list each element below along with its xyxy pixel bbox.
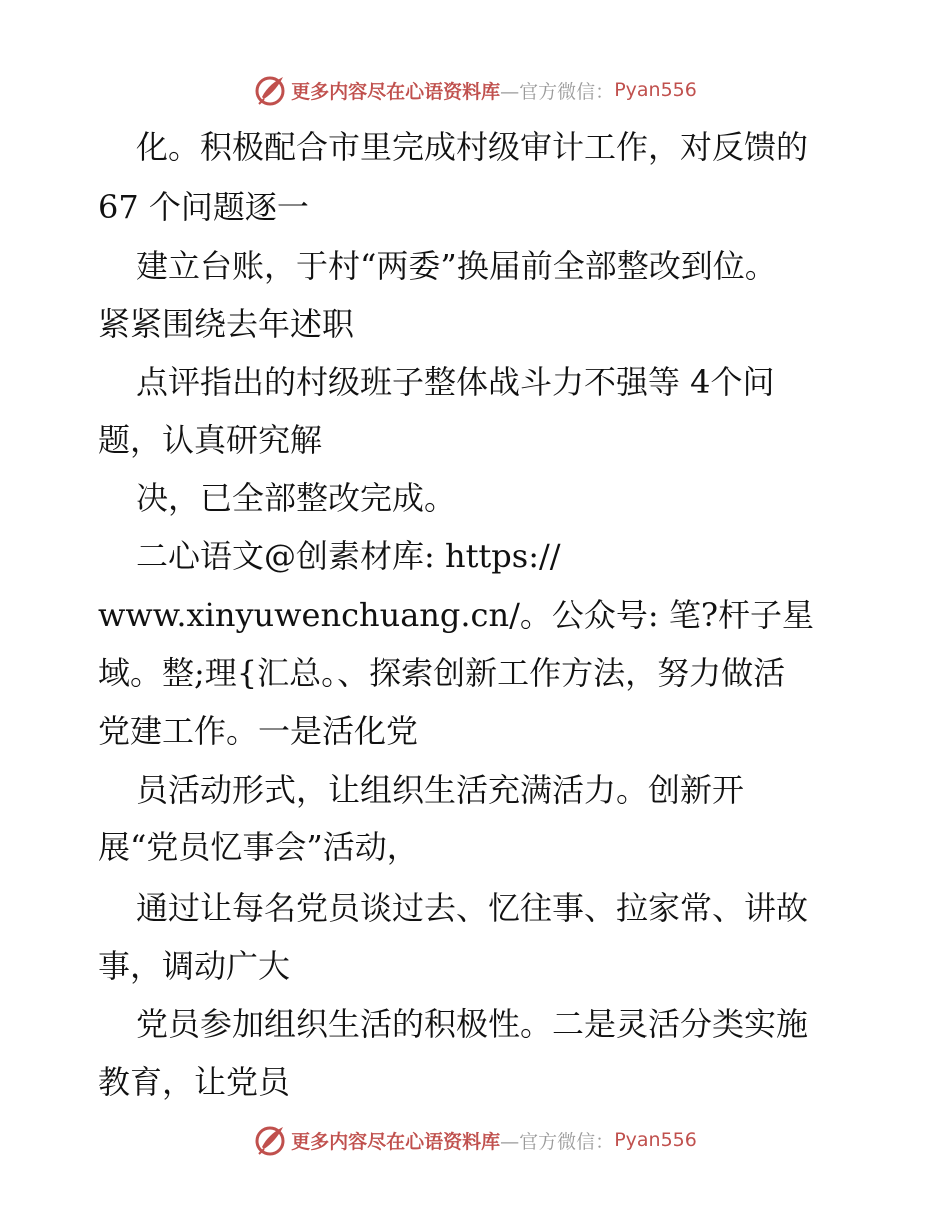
banner-official-text: —官方微信： [500,80,615,103]
body-line: 点评指出的村级班子整体战斗力不强等 4个问 [136,363,775,401]
body-line: 域。整;理{汇总。、探索创新工作方法，努力做活 [98,654,786,692]
body-line: www.xinyuwenchuang.cn/。公众号: 笔?杆子星 [98,596,814,634]
body-line: 展“党员忆事会”活动， [98,828,419,866]
body-line: 通过让每名党员谈过去、忆往事、拉家常、讲故 [136,889,809,927]
banner-official-text: —官方微信： [500,1130,615,1153]
body-line: 决，已全部整改完成。 [136,479,457,517]
footer-banner [0,1120,950,1160]
body-line: 题，认真研究解 [98,421,323,459]
body-line: 化。积极配合市里完成村级审计工作，对反馈的 [136,128,809,166]
body-line: 员活动形式，让组织生活充满活力。创新开 [136,771,745,809]
body-line: 67 个问题逐一 [98,188,309,226]
body-line: 教育，让党员 [98,1063,291,1101]
body-line: 紧紧围绕去年述职 [98,305,355,343]
banner-brand-text: 更多内容尽在心语资料库 [291,80,501,103]
body-line: 事，调动广大 [98,947,291,985]
banner-account-text: Pyan556 [614,1129,697,1151]
banner-account-text: Pyan556 [614,79,697,101]
body-line: 建立台账，于村“两委”换届前全部整改到位。 [136,247,777,285]
banner-brand-text: 更多内容尽在心语资料库 [291,1130,501,1153]
body-line: 党员参加组织生活的积极性。二是灵活分类实施 [136,1005,809,1043]
feather-logo-icon [253,1123,287,1157]
body-line: 党建工作。一是活化党 [98,712,419,750]
body-line: 二心语文@创素材库: https:// [136,537,561,575]
